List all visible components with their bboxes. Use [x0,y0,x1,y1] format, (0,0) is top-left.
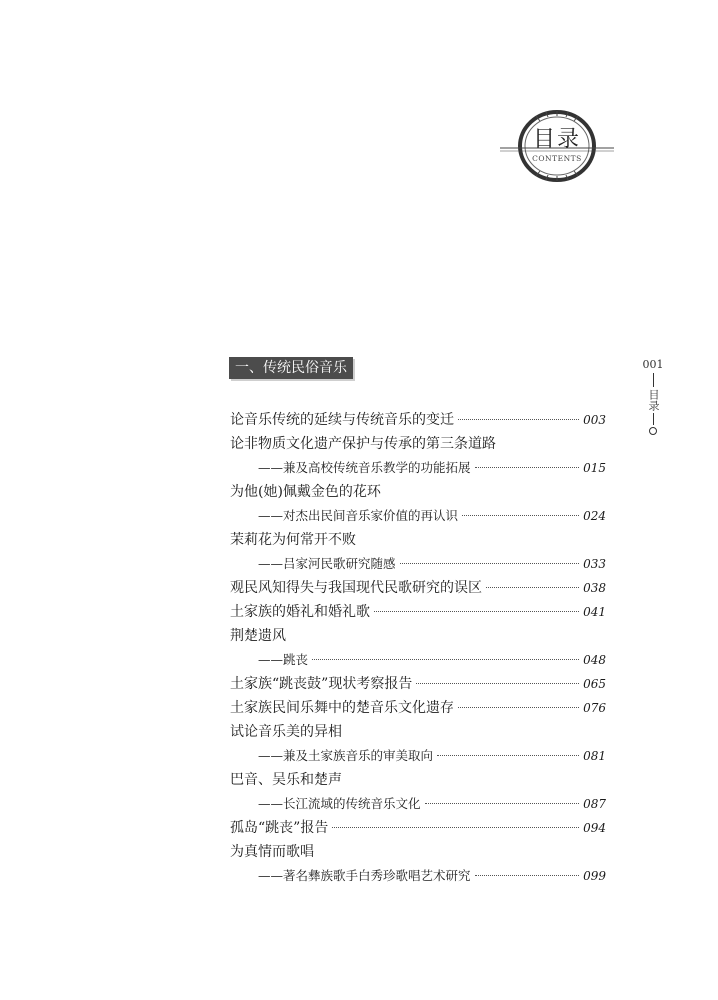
toc-entry[interactable] [230,840,606,864]
toc-entry-title: 茉莉花为何常开不败 [230,532,356,548]
toc-page-number: 094 [583,821,606,835]
toc-entry-title: ——长江流域的传统音乐文化 [258,796,421,811]
toc-entry-title: ——著名彝族歌手白秀珍歌唱艺术研究 [258,868,471,883]
toc-entry-title: ——跳丧 [258,652,309,667]
toc-entry[interactable] [230,792,606,816]
dot-leader [425,803,580,804]
toc-entry[interactable] [230,720,606,744]
toc-page-number: 024 [583,509,606,523]
dot-leader [475,875,580,876]
toc-entry[interactable] [230,432,606,456]
toc-entry-title: 荆楚遗风 [230,628,286,644]
toc-entry[interactable] [230,648,606,672]
toc-entry[interactable] [230,480,606,504]
toc-entry[interactable] [230,408,606,432]
toc-entry-title: 土家族的婚礼和婚礼歌 [230,604,370,620]
toc-page-number: 033 [583,557,606,571]
dot-leader [400,563,580,564]
divider-line [653,373,654,387]
contents-title: 目录 [532,127,581,152]
toc-entry[interactable] [230,696,606,720]
toc-page-number: 076 [583,701,606,715]
toc-entry[interactable] [230,600,606,624]
side-label: 目录 [647,389,660,411]
toc-page-number: 065 [583,677,606,691]
toc-page-number: 048 [583,653,606,667]
dot-leader [475,467,580,468]
contents-subtitle: CONTENTS [532,154,582,163]
toc-entry-title: 为真情而歌唱 [230,844,314,860]
toc-entry[interactable] [230,528,606,552]
toc-page-number: 087 [583,797,606,811]
toc-entry-title: 论非物质文化遗产保护与传承的第三条道路 [230,436,496,452]
toc-entry-title: ——吕家河民歌研究随感 [258,556,396,571]
toc-entry[interactable] [230,768,606,792]
toc-entry[interactable] [230,744,606,768]
dot-leader [458,707,579,708]
toc-entry-title: ——兼及土家族音乐的审美取向 [258,748,434,763]
toc-page-number: 099 [583,869,606,883]
dot-leader [312,659,579,660]
toc-entry[interactable] [230,504,606,528]
dot-leader [437,755,579,756]
toc-entry[interactable] [230,624,606,648]
toc-entry[interactable] [230,456,606,480]
toc-entry-title: 土家族“跳丧鼓”现状考察报告 [230,676,413,692]
toc-page-number: 041 [583,605,606,619]
contents-emblem [496,108,618,184]
side-page-marker [640,358,666,435]
toc-entry-title: ——兼及高校传统音乐教学的功能拓展 [258,460,471,475]
toc-entry[interactable] [230,576,606,600]
toc-entry-title: 试论音乐美的异相 [230,724,342,740]
toc-entry[interactable] [230,552,606,576]
toc-entry-title: 土家族民间乐舞中的楚音乐文化遗存 [230,700,454,716]
toc-entry-title: 论音乐传统的延续与传统音乐的变迁 [230,412,454,428]
dot-leader [486,587,579,588]
dot-leader [416,683,579,684]
dot-leader [458,419,579,420]
toc-page-number: 015 [583,461,606,475]
toc-entry[interactable] [230,816,606,840]
dot-leader [374,611,579,612]
divider-line [653,413,654,425]
dot-leader [332,827,579,828]
table-of-contents [230,408,606,888]
ornament-dot-icon [649,427,657,435]
toc-entry[interactable] [230,864,606,888]
section-heading: 一、传统民俗音乐 [229,357,353,379]
toc-entry-title: 孤岛“跳丧”报告 [230,820,329,836]
page-number: 001 [642,358,664,371]
dot-leader [462,515,579,516]
toc-page-number: 081 [583,749,606,763]
toc-entry-title: ——对杰出民间音乐家价值的再认识 [258,508,459,523]
toc-entry-title: 观民风知得失与我国现代民歌研究的误区 [230,580,482,596]
toc-entry[interactable] [230,672,606,696]
toc-entry-title: 为他(她)佩戴金色的花环 [230,484,381,500]
toc-page-number: 003 [583,413,606,427]
toc-page-number: 038 [583,581,606,595]
toc-entry-title: 巴音、吴乐和楚声 [230,772,342,788]
